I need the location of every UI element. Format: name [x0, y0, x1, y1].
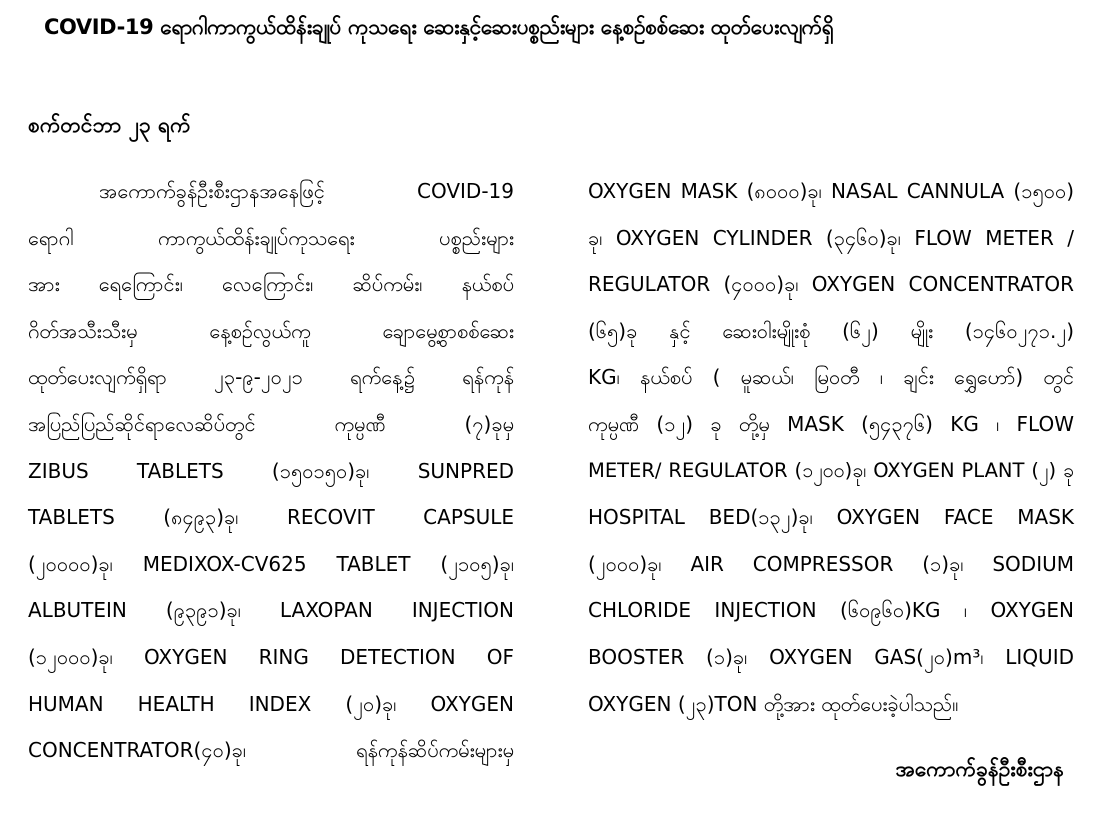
body-line: METER/ REGULATOR (၁၂၀၀)ခု၊ OXYGEN PLANT (၂) ခု — [588, 458, 1074, 482]
body-line: (၂၀၀၀၀)ခု၊ MEDIXOX-CV625 TABLET (၂၁၀၅)ခု၊ — [28, 551, 514, 576]
body-line: TABLETS (၈၄၉၃)ခု၊ RECOVIT CAPSULE — [28, 505, 514, 530]
body-line: CHLORIDE INJECTION (၆၀၉၆၀)KG ၊ OXYGEN — [588, 598, 1074, 623]
body-line: ကုမ္ပဏီ (၁၂) ခု တို့မှ MASK (၅၄၃၇၆) KG ၊ FLOW — [588, 411, 1074, 436]
body-line: OXYGEN (၂၃)TON တို့အား ထုတ်ပေးခဲ့ပါသည်။ — [588, 691, 959, 716]
body-line: (၂၀၀၀)ခု၊ AIR COMPRESSOR (၁)ခု၊ SODIUM — [588, 551, 1074, 576]
page-title: COVID-19 ရောဂါကာကွယ်ထိန်းချုပ် ကုသရေး ဆေးနှင့်ဆေးပစ္စည်းများ နေ့စဉ်စစ်ဆေး ထုတ်ပေးလျက်ရှိ — [44, 15, 834, 39]
body-line: ရောဂါ ကာကွယ်ထိန်းချုပ်ကုသရေး ပစ္စည်းများ — [28, 225, 514, 250]
body-line: အား ရေကြောင်း၊ လေကြောင်း၊ ဆိပ်ကမ်း၊ နယ်စပ် — [28, 272, 514, 297]
body-line: OXYGEN MASK (၈၀၀၀)ခု၊ NASAL CANNULA (၁၅၀၀) — [588, 179, 1074, 203]
body-line: ZIBUS TABLETS (၁၅၀၁၅၀)ခု၊ SUNPRED — [28, 458, 514, 483]
signature-department: အကောက်ခွန်ဦးစီးဌာန — [895, 757, 1064, 781]
body-line: ခု၊ OXYGEN CYLINDER (၃၄၆၀)ခု၊ FLOW METER / — [588, 225, 1074, 250]
left-column — [28, 168, 514, 774]
body-line: BOOSTER (၁)ခု၊ OXYGEN GAS(၂၀)m³၊ LIQUID — [588, 644, 1074, 669]
body-line: ဂိတ်အသီးသီးမှ နေ့စဉ်လွယ်ကူ ချောမွေ့စွာစစ်ဆေး — [28, 318, 514, 343]
body-line: အကောက်ခွန်ဦးစီးဌာနအနေဖြင့် COVID-19 — [99, 179, 514, 203]
body-line: KG၊ နယ်စပ် ( မူဆယ်၊ မြဝတီ ၊ ချင်း ရွှေဟော်) တွင် — [588, 365, 1074, 390]
body-line: (၁၂၀၀၀)ခု၊ OXYGEN RING DETECTION OF — [28, 644, 514, 669]
body-line: HUMAN HEALTH INDEX (၂၀)ခု၊ OXYGEN — [28, 691, 514, 716]
body-line: REGULATOR (၄၀၀၀)ခု၊ OXYGEN CONCENTRATOR — [588, 272, 1074, 297]
body-line: အပြည်ပြည်ဆိုင်ရာလေဆိပ်တွင် ကုမ္ပဏီ (၇)ခုမှ — [28, 411, 514, 436]
body-line: (၆၅)ခု နှင့် ဆေးဝါးမျိုးစုံ (၆၂) မျိုး (၁၄၆၀၂၇၁.၂) — [588, 318, 1074, 343]
right-column — [588, 168, 1074, 727]
date-heading: စက်တင်ဘာ ၂၃ ရက် — [28, 113, 191, 137]
body-line: ထုတ်ပေးလျက်ရှိရာ ၂၃-၉-၂၀၂၁ ရက်နေ့၌ ရန်ကုန် — [28, 365, 514, 390]
body-line: CONCENTRATOR(၄၀)ခု၊ ရန်ကုန်ဆိပ်ကမ်းများမှ — [28, 738, 514, 763]
body-line: ALBUTEIN (၉၃၉၁)ခု၊ LAXOPAN INJECTION — [28, 598, 514, 623]
body-line: HOSPITAL BED(၁၃၂)ခု၊ OXYGEN FACE MASK — [588, 505, 1074, 530]
